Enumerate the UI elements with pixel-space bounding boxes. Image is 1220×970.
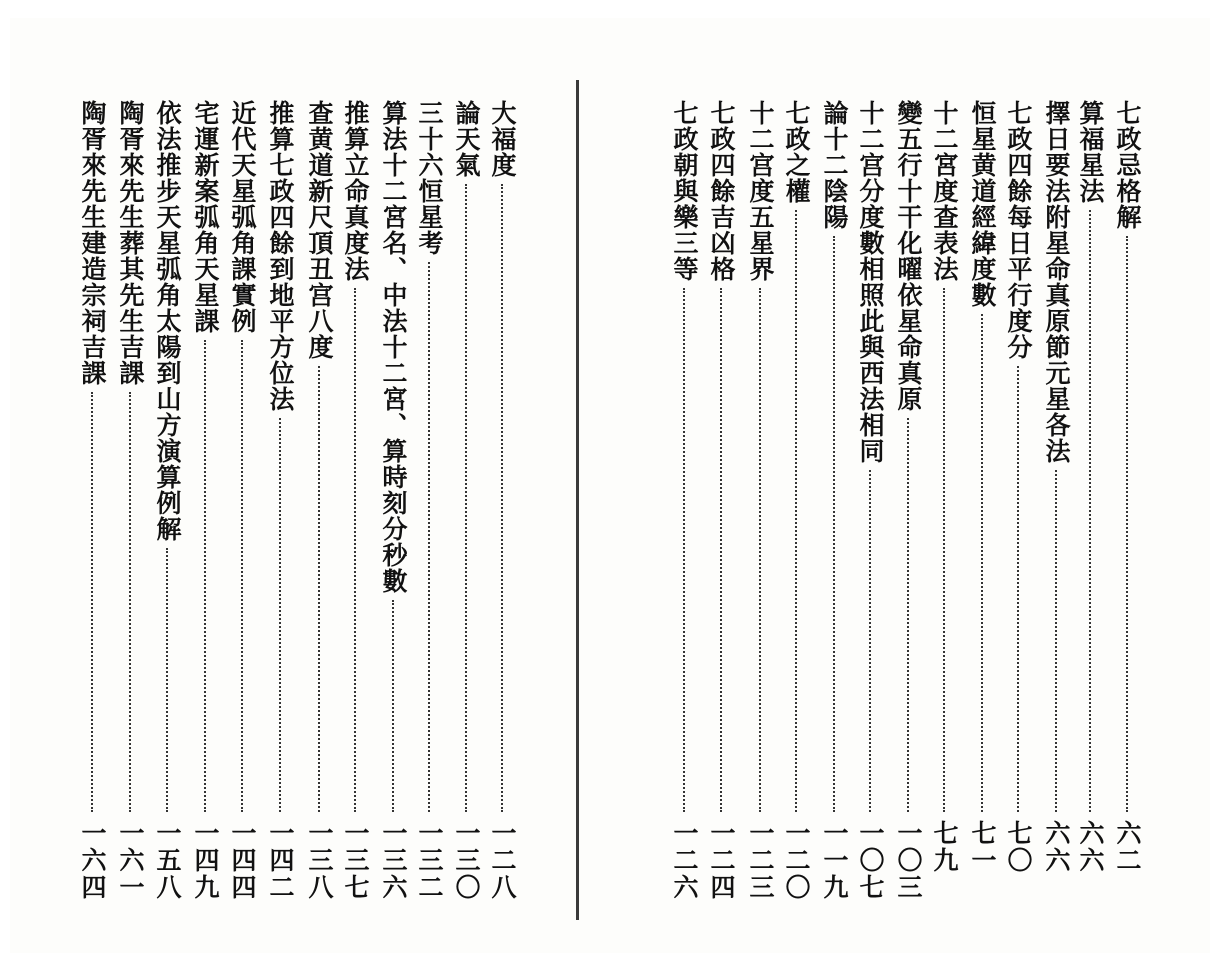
toc-entry (487, 100, 517, 910)
toc-entry-title: 論十二陰陽 (820, 100, 849, 230)
dot-leader (392, 600, 394, 812)
toc-entry-title: 推算立命真度法 (341, 100, 370, 282)
toc-entry-page-number: 一四四 (228, 820, 257, 901)
toc-entry-page-number: 一二六 (670, 820, 699, 901)
dot-leader (1017, 366, 1019, 812)
toc-entry-page-number: 一三〇 (452, 820, 481, 901)
toc-entry-page-number: 一〇七 (856, 820, 885, 901)
dot-leader (943, 288, 945, 812)
page-fold (576, 80, 579, 920)
toc-entry-title: 變五行十干化曜依星命真原 (894, 100, 923, 412)
toc-entry-title: 七政之權 (782, 100, 811, 204)
toc-entry-title: 算福星法 (1076, 100, 1105, 204)
toc-entry-title: 三十六恒星考 (415, 100, 444, 256)
toc-entry-title: 查黄道新尺頂丑宫八度 (305, 100, 334, 360)
toc-entry-title: 近代天星弧角課實例 (228, 100, 257, 334)
toc-entry (115, 100, 145, 910)
toc-entry-title: 陶胥來先生建造宗祠吉課 (78, 100, 107, 386)
dot-leader (759, 288, 761, 812)
dot-leader (981, 314, 983, 812)
dot-leader (204, 340, 206, 812)
toc-entry-page-number: 六六 (1076, 820, 1105, 874)
dot-leader (869, 470, 871, 812)
toc-entry-title: 十二宫度五星界 (746, 100, 775, 282)
toc-entry-page-number: 六六 (1042, 820, 1071, 874)
toc-entry-page-number: 一三七 (341, 820, 370, 901)
dot-leader (354, 288, 356, 812)
toc-entry-page-number: 一四二 (266, 820, 295, 901)
toc-entry (1112, 100, 1142, 910)
dot-leader (907, 418, 909, 812)
dot-leader (683, 288, 685, 812)
toc-entry-page-number: 七一 (968, 820, 997, 874)
dot-leader (279, 418, 281, 812)
toc-entry-page-number: 一三二 (415, 820, 444, 901)
dot-leader (1055, 470, 1057, 812)
toc-entry-title: 恒星黄道經緯度數 (968, 100, 997, 308)
toc-entry-page-number: 六二 (1113, 820, 1142, 874)
toc-entry (706, 100, 736, 910)
dot-leader (795, 210, 797, 812)
dot-leader (129, 392, 131, 812)
dot-leader (833, 236, 835, 812)
toc-entry (929, 100, 959, 910)
toc-entry (190, 100, 220, 910)
toc-entry-title: 七政四餘每日平行度分 (1004, 100, 1033, 360)
dot-leader (720, 288, 722, 812)
toc-entry-page-number: 一二〇 (782, 820, 811, 901)
toc-entry-page-number: 一二三 (746, 820, 775, 901)
toc-entry-title: 七政忌格解 (1113, 100, 1142, 230)
toc-entry-page-number: 一六一 (116, 820, 145, 901)
toc-entry (77, 100, 107, 910)
toc-entry (340, 100, 370, 910)
toc-entry-title: 七政朝與樂三等 (670, 100, 699, 282)
dot-leader (428, 262, 430, 812)
toc-entry (451, 100, 481, 910)
toc-entry (152, 100, 182, 910)
toc-entry (819, 100, 849, 910)
toc-entry-title: 算法十二宮名、中法十二宮、算時刻分秒數 (379, 100, 408, 594)
toc-entry (414, 100, 444, 910)
toc-entry (745, 100, 775, 910)
left-page (10, 18, 578, 953)
toc-entry-title: 陶胥來先生葬其先生吉課 (116, 100, 145, 386)
dot-leader (166, 548, 168, 812)
toc-entry-page-number: 一六四 (78, 820, 107, 901)
toc-entry (1075, 100, 1105, 910)
right-page (582, 18, 1210, 953)
toc-entry (227, 100, 257, 910)
scanned-spread (10, 18, 1210, 953)
toc-entry (967, 100, 997, 910)
toc-entry (378, 100, 408, 910)
toc-entry (1003, 100, 1033, 910)
toc-entry-title: 依法推步天星弧角太陽到山方演算例解 (153, 100, 182, 542)
toc-entry (265, 100, 295, 910)
toc-entry-page-number: 七〇 (1004, 820, 1033, 874)
dot-leader (501, 184, 503, 812)
toc-entry-title: 擇日要法附星命真原節元星各法 (1042, 100, 1071, 464)
toc-entry-page-number: 一三八 (305, 820, 334, 901)
dot-leader (318, 366, 320, 812)
toc-entry-title: 七政四餘吉凶格 (707, 100, 736, 282)
toc-entry (304, 100, 334, 910)
toc-entry (669, 100, 699, 910)
toc-entry-page-number: 一二八 (488, 820, 517, 901)
dot-leader (465, 184, 467, 812)
toc-entry-page-number: 一五八 (153, 820, 182, 901)
toc-entry-title: 十二宮度查表法 (930, 100, 959, 282)
toc-entry-page-number: 七九 (930, 820, 959, 874)
toc-entry-title: 宅運新案弧角天星課 (191, 100, 220, 334)
toc-entry-page-number: 一三六 (379, 820, 408, 901)
toc-entry-title: 大福度 (488, 100, 517, 178)
dot-leader (1089, 210, 1091, 812)
toc-entry-page-number: 一二四 (707, 820, 736, 901)
toc-entry-page-number: 一〇三 (894, 820, 923, 901)
toc-entry-title: 推算七政四餘到地平方位法 (266, 100, 295, 412)
toc-entry-page-number: 一一九 (820, 820, 849, 901)
toc-entry-title: 論天氣 (452, 100, 481, 178)
toc-entry-title: 十二宫分度數相照此與西法相同 (856, 100, 885, 464)
toc-entry (781, 100, 811, 910)
toc-entry (1041, 100, 1071, 910)
dot-leader (1126, 236, 1128, 812)
dot-leader (241, 340, 243, 812)
toc-entry-page-number: 一四九 (191, 820, 220, 901)
dot-leader (91, 392, 93, 812)
toc-entry (855, 100, 885, 910)
toc-entry (893, 100, 923, 910)
